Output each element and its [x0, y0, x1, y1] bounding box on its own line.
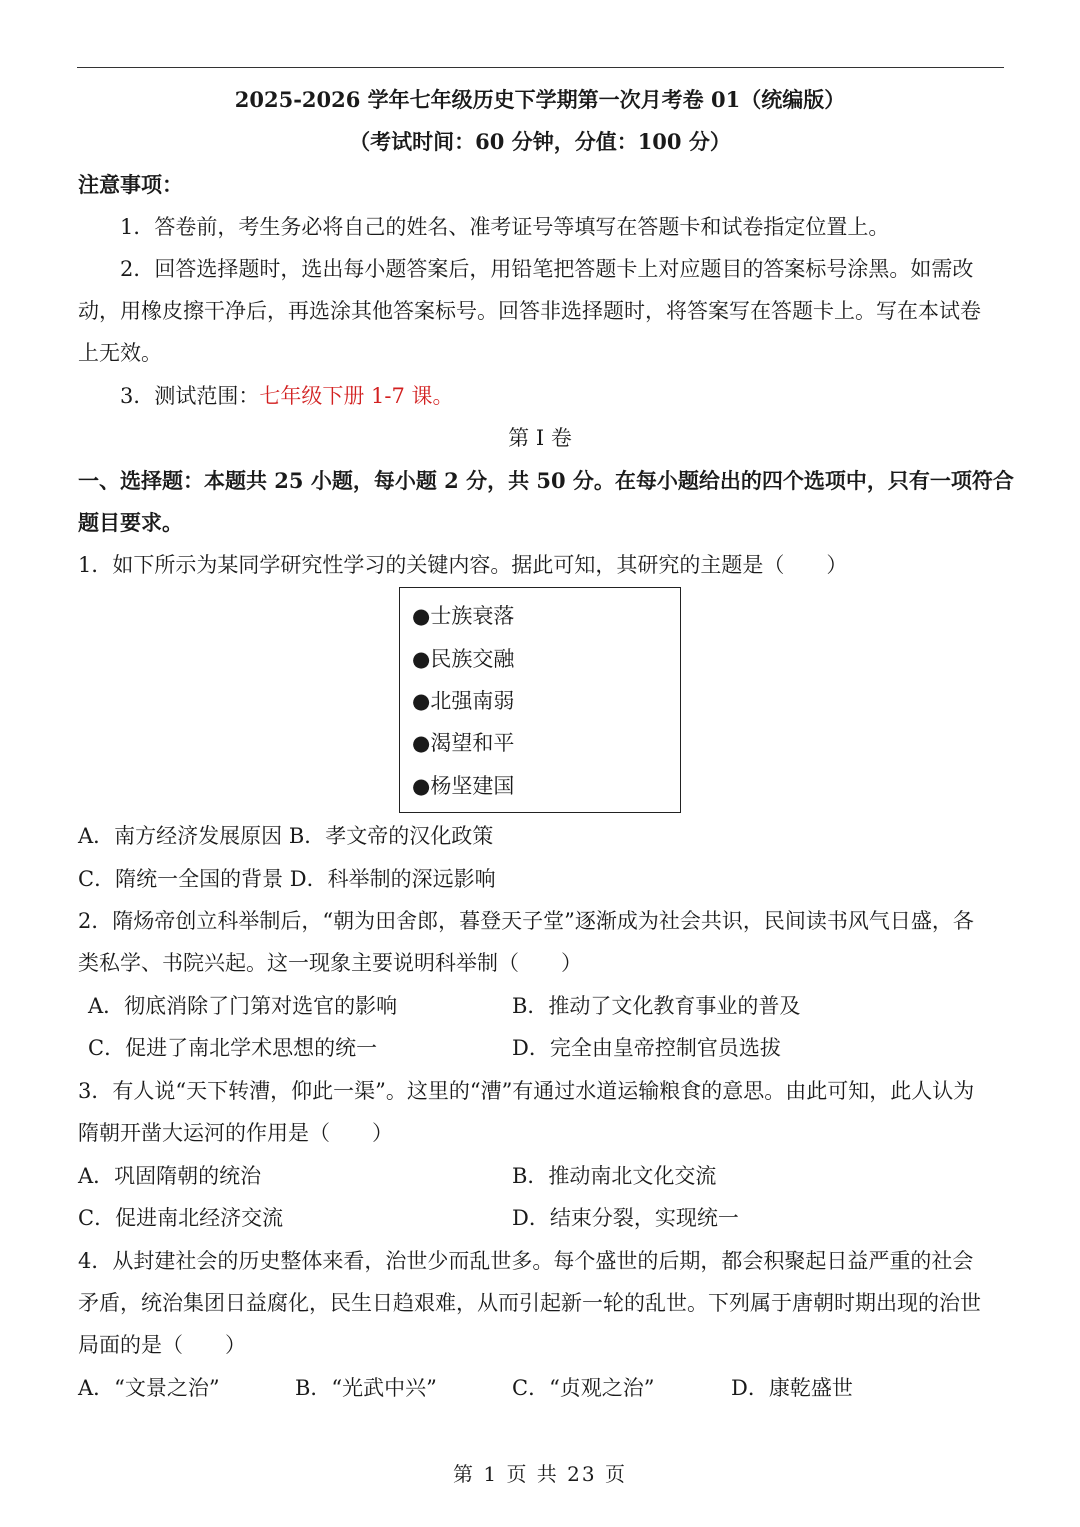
page-number-footer: 第 1 页 共 23 页 [453, 1462, 627, 1486]
exam-title: 2025-2026 学年七年级历史下学期第一次月考卷 01（统编版） [234, 87, 846, 112]
notes-heading: 注意事项： [78, 172, 183, 197]
q4-stem-line2: 矛盾，统治集团日益腐化，民生日趋艰难，从而引起新一轮的乱世。下列属于唐朝时期出现的治世 [78, 1291, 981, 1315]
q1-box-item: ●民族交融 [412, 647, 515, 671]
q1-box-item: ●杨坚建国 [412, 774, 515, 798]
q2-stem-line1: 2．隋炀帝创立科举制后，“朝为田舍郎，暮登天子堂”逐渐成为社会共识，民间读书风气日盛，各 [78, 909, 974, 933]
q4-stem-line1: 4．从封建社会的历史整体来看，治世少而乱世多。每个盛世的后期，都会积聚起日益严重的社会 [78, 1249, 974, 1273]
q3-stem-line1: 3．有人说“天下转漕，仰此一渠”。这里的“漕”有通过水道运输粮食的意思。由此可知，此人认为 [78, 1079, 975, 1103]
section-instruction-line1: 一、选择题：本题共 25 小题，每小题 2 分，共 50 分。在每小题给出的四个选项中，只有一项符合 [78, 468, 1014, 493]
q1-box-item: ●士族衰落 [412, 604, 515, 628]
q2-option-b: B．推动了文化教育事业的普及 [512, 994, 801, 1018]
q3-option-c: C．促进南北经济交流 [78, 1206, 284, 1230]
header-rule [77, 67, 1004, 68]
note-item-3 [120, 382, 454, 410]
test-range: 七年级下册 1-7 课。 [259, 384, 454, 408]
q3-stem-line2: 隋朝开凿大运河的作用是（ ） [78, 1121, 393, 1145]
note-item-2-line2: 动，用橡皮擦干净后，再选涂其他答案标号。回答非选择题时，将答案写在答题卡上。写在本试卷 [78, 299, 981, 323]
q2-option-d: D．完全由皇帝控制官员选拔 [512, 1036, 781, 1060]
q4-option-b: B．“光武中兴” [295, 1376, 437, 1400]
q1-stem: 1．如下所示为某同学研究性学习的关键内容。据此可知，其研究的主题是（ ） [78, 553, 848, 577]
note-item-2-line3: 上无效。 [78, 341, 162, 365]
q3-option-a: A．巩固隋朝的统治 [78, 1164, 262, 1188]
q3-option-b: B．推动南北文化交流 [512, 1164, 717, 1188]
q2-option-c: C．促进了南北学术思想的统一 [88, 1036, 378, 1060]
section-instruction-line2: 题目要求。 [78, 510, 183, 535]
q4-option-c: C．“贞观之治” [512, 1376, 655, 1400]
q2-option-a: A．彻底消除了门第对选官的影响 [88, 994, 398, 1018]
q4-option-d: D．康乾盛世 [731, 1376, 853, 1400]
note-item-2-line1: 2．回答选择题时，选出每小题答案后，用铅笔把答题卡上对应题目的答案标号涂黑。如需改 [120, 257, 974, 281]
q1-options-line2: C．隋统一全国的背景 D．科举制的深远影响 [78, 867, 496, 891]
q1-box-item: ●渴望和平 [412, 731, 515, 755]
note-item-1: 1．答卷前，考生务必将自己的姓名、准考证号等填写在答题卡和试卷指定位置上。 [120, 215, 890, 239]
volume-label: 第 I 卷 [508, 426, 572, 450]
note-item-3-prefix: 3．测试范围： [120, 384, 260, 408]
q1-keyword-box [399, 587, 681, 813]
q1-box-item: ●北强南弱 [412, 689, 515, 713]
q1-options-line1: A．南方经济发展原因 B．孝文帝的汉化政策 [78, 824, 494, 848]
q2-stem-line2: 类私学、书院兴起。这一现象主要说明科举制（ ） [78, 951, 582, 975]
q3-option-d: D．结束分裂，实现统一 [512, 1206, 739, 1230]
q4-option-a: A．“文景之治” [78, 1376, 220, 1400]
q4-stem-line3: 局面的是（ ） [78, 1333, 246, 1357]
exam-subtitle: （考试时间：60 分钟，分值：100 分） [349, 129, 731, 154]
